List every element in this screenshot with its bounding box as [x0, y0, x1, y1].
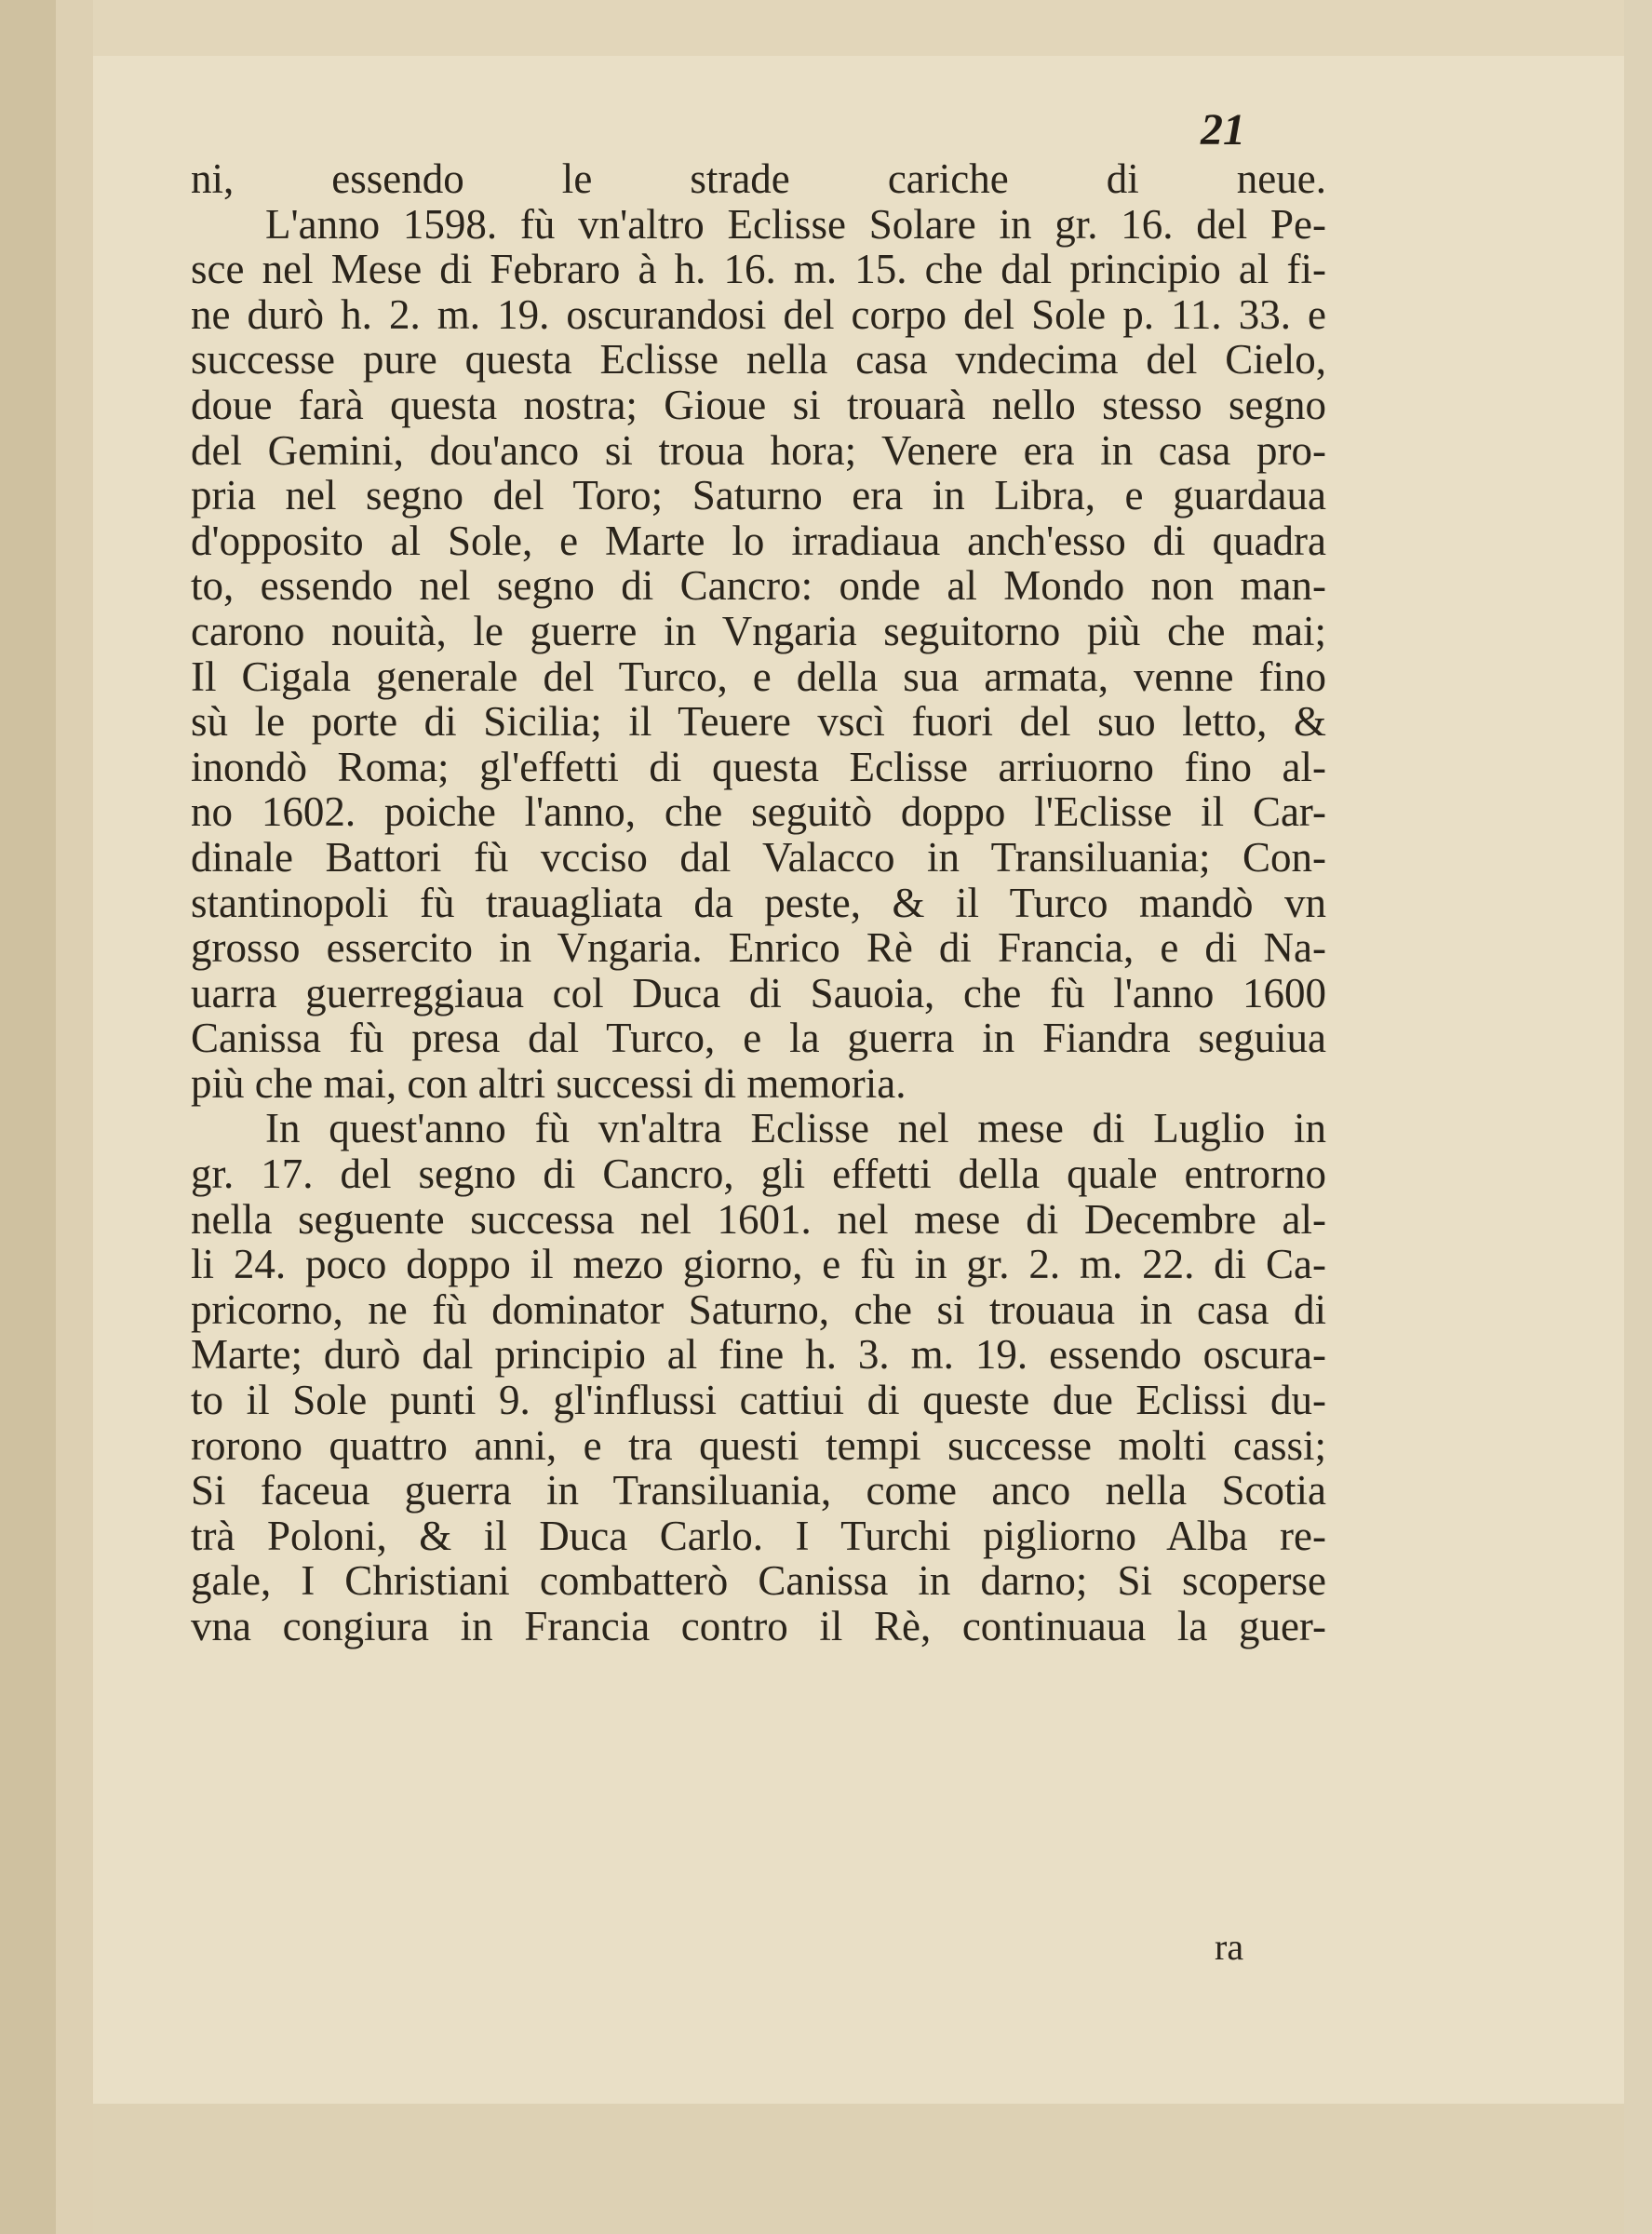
paper-edge-left-inner	[56, 0, 93, 2234]
text-line: ni, essendo le strade cariche di neue.	[191, 155, 1326, 202]
text-line: li 24. poco doppo il mezo giorno, e fù in gr. 2. m. 22. di Ca-	[191, 1241, 1326, 1288]
text-line: sce nel Mese di Febraro à h. 16. m. 15. che dal principio al fi-	[191, 246, 1326, 293]
text-line: successe pure questa Eclisse nella casa vndecima del Cielo,	[191, 336, 1326, 384]
text-line: Canissa fù presa dal Turco, e la guerra in Fiandra seguiua	[191, 1015, 1326, 1062]
text-line: dinale Battori fù vcciso dal Valacco in Transiluania; Con-	[191, 833, 1326, 881]
text-line: Il Cigala generale del Turco, e della sua armata, venne fino	[191, 653, 1326, 700]
text-line: vna congiura in Francia contro il Rè, continuaua la guer-	[191, 1603, 1326, 1649]
paper-edge-left	[0, 0, 56, 2234]
text-line: carono nouità, le guerre in Vngaria seguitorno più che mai;	[191, 607, 1326, 654]
text-line: del Gemini, dou'anco si troua hora; Venere era in casa pro-	[191, 426, 1326, 474]
paper-stain-top	[93, 0, 1652, 56]
paper-stain-bottom	[93, 2104, 1652, 2234]
text-line: gale, I Christiani combatterò Canissa in darno; Si scoperse	[191, 1557, 1326, 1605]
page-number: 21	[1201, 105, 1245, 155]
text-line: rorono quattro anni, e tra questi tempi successe molti cassi;	[191, 1421, 1326, 1469]
text-line: In quest'anno fù vn'altra Eclisse nel mese di Luglio in	[265, 1105, 1326, 1152]
text-line: inondò Roma; gl'effetti di questa Eclisse arriuorno fino al-	[191, 743, 1326, 790]
text-line: ne durò h. 2. m. 19. oscurandosi del corpo del Sole p. 11. 33. e	[191, 290, 1326, 338]
text-line: più che mai, con altri successi di memoria.	[191, 1059, 907, 1107]
text-line: stantinopoli fù trauagliata da peste, & il Turco mandò vn	[191, 879, 1326, 926]
text-line: Marte; durò dal principio al fine h. 3. m. 19. essendo oscura-	[191, 1331, 1326, 1379]
text-line: gr. 17. del segno di Cancro, gli effetti della quale entrorno	[191, 1151, 1326, 1198]
paper-edge-right	[1624, 0, 1652, 2234]
catchword: ra	[1215, 1926, 1244, 1968]
text-line: pricorno, ne fù dominator Saturno, che si trouaua in casa di	[191, 1285, 1326, 1333]
text-line: Si faceua guerra in Transiluania, come anco nella Scotia	[191, 1467, 1326, 1514]
text-line: uarra guerreggiaua col Duca di Sauoia, che fù l'anno 1600	[191, 969, 1326, 1016]
text-line: to, essendo nel segno di Cancro: onde al Mondo non man-	[191, 562, 1326, 610]
text-line: grosso essercito in Vngaria. Enrico Rè di Francia, e di Na-	[191, 924, 1326, 972]
text-line: no 1602. poiche l'anno, che seguitò doppo l'Eclisse il Car-	[191, 788, 1326, 836]
text-line: sù le porte di Sicilia; il Teuere vscì fuori del suo letto, &	[191, 698, 1326, 746]
text-line: d'opposito al Sole, e Marte lo irradiaua anch'esso di quadra	[191, 517, 1326, 564]
body-text	[191, 156, 1326, 1649]
text-line: doue farà questa nostra; Gioue si trouarà nello stesso segno	[191, 381, 1326, 428]
text-line: nella seguente successa nel 1601. nel mese di Decembre al-	[191, 1195, 1326, 1243]
text-line: trà Poloni, & il Duca Carlo. I Turchi pigliorno Alba re-	[191, 1512, 1326, 1559]
text-line: pria nel segno del Toro; Saturno era in Libra, e guardaua	[191, 472, 1326, 519]
text-line: L'anno 1598. fù vn'altro Eclisse Solare in gr. 16. del Pe-	[265, 200, 1326, 248]
text-line: to il Sole punti 9. gl'influssi cattiui di queste due Eclissi du-	[191, 1377, 1326, 1424]
